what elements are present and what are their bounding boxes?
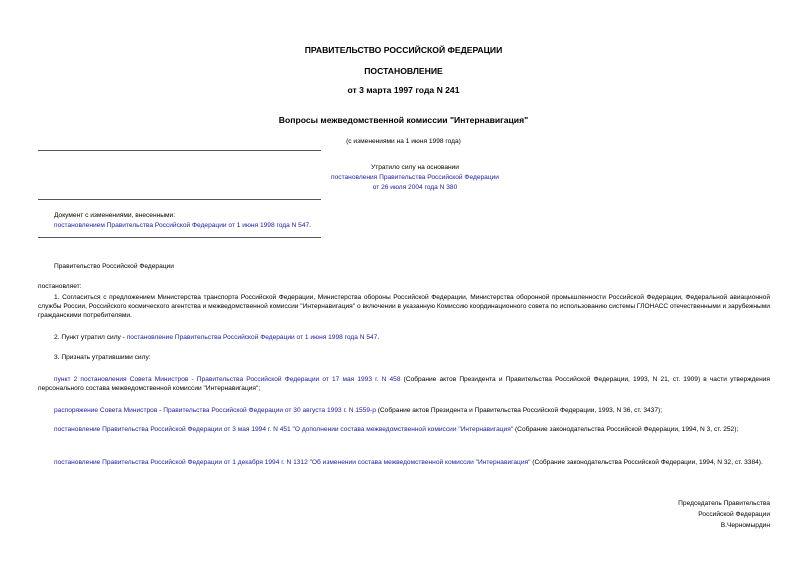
- paragraph-3: 3. Признать утратившими силу:: [54, 354, 151, 361]
- divider: [38, 150, 321, 151]
- paragraph-2: [38, 333, 770, 342]
- repealed-item-text: (Собрание законодательства Российской Федерации, 1994, N 3, ст. 252);: [513, 426, 739, 433]
- paragraph-2-prefix: 2. Пункт утратил силу -: [54, 334, 127, 341]
- changes-label: Документ с изменениями, внесенными:: [54, 212, 176, 219]
- repealed-item-text: (Собрание законодательства Российской Федерации, 1994, N 32, ст. 3384).: [530, 459, 763, 466]
- signature-block: [678, 498, 770, 531]
- repealed-item: [38, 406, 770, 415]
- amendments-note: (с изменениями на 1 июня 1998 года): [346, 138, 461, 145]
- repealed-item: [38, 425, 770, 434]
- paragraph-2-link[interactable]: постановление Правительства Российской Федерации от 1 июня 1998 года N 547: [126, 334, 378, 341]
- repeal-link-line2[interactable]: от 26 июля 2004 года N 380: [372, 184, 458, 191]
- repeal-link[interactable]: [290, 173, 540, 193]
- document-title: Вопросы межведомственной комиссии "Интернавигация": [278, 115, 529, 125]
- signature-position: Председатель Правительства: [678, 500, 770, 507]
- government-heading: ПРАВИТЕЛЬСТВО РОССИЙСКОЙ ФЕДЕРАЦИИ: [304, 45, 503, 55]
- paragraph-2-suffix: .: [377, 334, 380, 341]
- divider: [38, 199, 321, 200]
- changes-block: [54, 211, 311, 231]
- divider: [38, 237, 321, 238]
- repealed-item-link[interactable]: распоряжение Совета Министров - Правительства Российской Федерации от 30 августа 1993 г. N 1559-р: [54, 407, 376, 414]
- status-text: Утратило силу на основании: [371, 164, 459, 171]
- changes-link-suffix: .: [309, 222, 312, 229]
- repealed-item: [38, 375, 770, 393]
- repealed-item-link[interactable]: пункт 2 постановления Совета Министров - Правительства Российской Федерации от 17 мая 1993 г. N 458: [54, 376, 401, 383]
- repealed-item-link[interactable]: постановление Правительства Российской Федерации от 3 мая 1994 г. N 451 "О дополнении состава межведомственной комиссии "Интернавигация": [54, 426, 514, 433]
- signature-country: Российской Федерации: [698, 511, 770, 518]
- repealed-item-text: (Собрание актов Президента и Правительства Российской Федерации, 1993, N 36, ст. 3437);: [375, 407, 663, 414]
- changes-link[interactable]: постановлением Правительства Российской Федерации от 1 июня 1998 года N 547: [54, 222, 310, 229]
- repealed-item: [38, 458, 770, 467]
- repealed-item-link[interactable]: постановление Правительства Российской Федерации от 1 декабря 1994 г. N 1312 "Об изменении состава межведомственной комиссии "Интернавигация": [54, 459, 531, 466]
- paragraph-1: 1. Согласиться с предложением Министерства транспорта Российской Федерации, Министерства обороны Российской Федерации, Министерства оборонной промышленности Российской Федерации, Федеральной авиационной службы России, Российского космического агентства и межведомственной комиссии "Интернавигация" о включении в указанную Комиссию координационного совета по использованию системы ГЛОНАСС отечественными и зарубежными гражданскими потребителями.: [38, 294, 770, 319]
- status-block: [290, 163, 540, 193]
- signature-name: В.Черномырдин: [720, 522, 770, 529]
- document-date-number: от 3 марта 1997 года N 241: [347, 85, 460, 95]
- document-type: ПОСТАНОВЛЕНИЕ: [364, 66, 443, 76]
- repeal-link-line1[interactable]: постановления Правительства Российской Федерации: [331, 174, 499, 181]
- decree-text: постановляет:: [38, 283, 82, 290]
- intro-text: Правительство Российской Федерации: [54, 263, 174, 270]
- repealed-item-text: (Собрание актов Президента и Правительства Российской Федерации, 1993, N 21, ст. 1909) в части утверждения персонального состава межведомственной комиссии "Интернавигация";: [38, 376, 770, 392]
